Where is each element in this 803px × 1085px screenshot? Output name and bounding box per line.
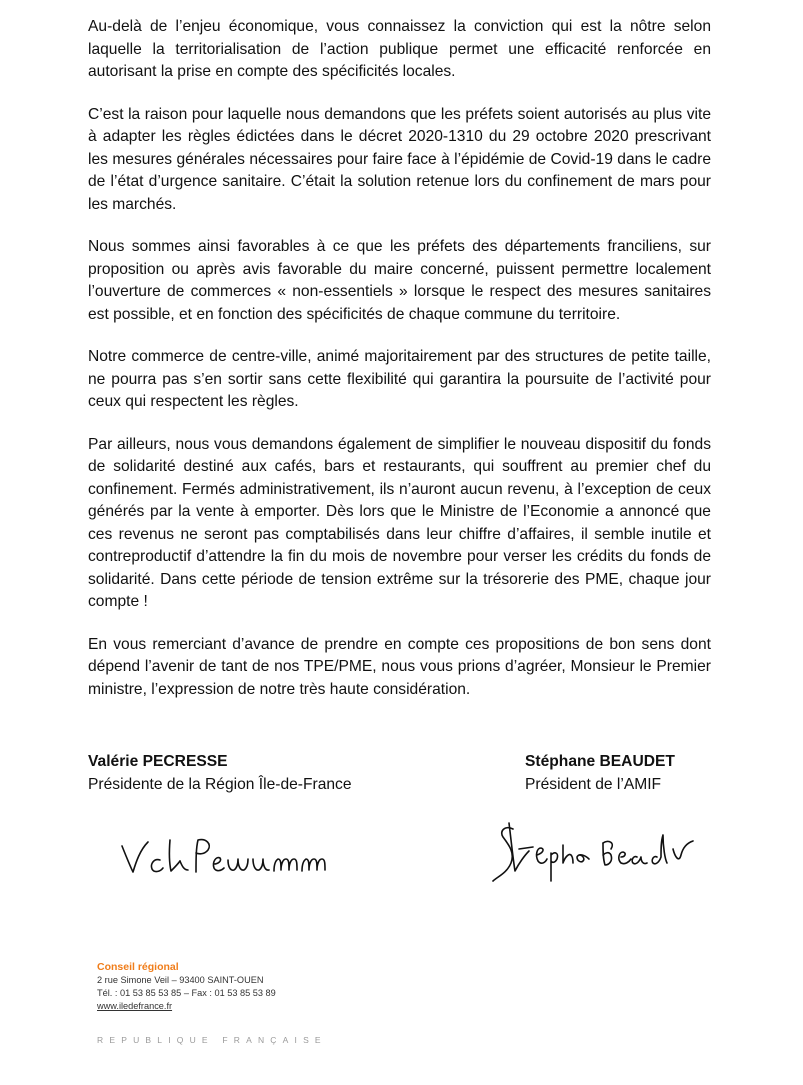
signatory-left-name: Valérie PECRESSE <box>88 753 228 770</box>
paragraph-5: Par ailleurs, nous vous demandons également de simplifier le nouveau dispositif du fonds de solidarité destiné aux cafés, bars et restaurants, qui souffrent au premier chef du confinement. Fermés administrativement, ils n’auront aucun revenu, à l’exception de ceux générés par la vente à emporter. Dès lors que le Ministre de l’Economie a annoncé que ces revenus ne seront pas comptabilisés dans leur chiffre d’affaires, il semble inutile et contreproductif d’attendre la fin du mois de novembre pour verser les crédits du fonds de solidarité. Dans cette période de tension extrême sur la trésorerie des PME, chaque jour compte ! <box>88 435 711 610</box>
footer-website-link[interactable]: www.iledefrance.fr <box>97 1001 173 1011</box>
letter-body <box>88 16 711 721</box>
signatory-left <box>88 750 352 796</box>
footer-address: 2 rue Simone Veil – 93400 SAINT-OUEN <box>97 975 264 985</box>
footer-organization: Conseil régional <box>97 961 179 973</box>
paragraph-3: Nous sommes ainsi favorables à ce que les préfets des départements franciliens, sur proposition ou après avis favorable du maire concerné, puissent permettre localement l’ouverture de commerces « non-essentiels » lorsque le respect des mesures sanitaires est possible, et en fonction des spécificités de chaque commune du territoire. <box>88 238 711 323</box>
signatory-right-name: Stéphane BEAUDET <box>525 753 675 770</box>
signatory-right-title: Président de l’AMIF <box>525 776 662 793</box>
paragraph-6: En vous remerciant d’avance de prendre en compte ces propositions de bon sens dont dépend l’avenir de tant de nos TPE/PME, nous vous prions d’agréer, Monsieur le Premier ministre, l’expression de notre très haute considération. <box>88 635 711 698</box>
footer-address-block <box>97 961 276 1013</box>
handwritten-signature-right <box>485 815 700 885</box>
signatory-right <box>525 750 675 796</box>
footer-phone-fax: Tél. : 01 53 85 53 85 – Fax : 01 53 85 53 89 <box>97 988 276 998</box>
handwritten-signature-left <box>118 828 333 883</box>
signatory-left-title: Présidente de la Région Île-de-France <box>88 776 352 793</box>
republique-francaise-line: REPUBLIQUE FRANÇAISE <box>97 1035 327 1045</box>
paragraph-2: C’est la raison pour laquelle nous demandons que les préfets soient autorisés au plus vite à adapter les règles édictées dans le décret 2020-1310 du 29 octobre 2020 prescrivant les mesures générales nécessaires pour faire face à l’épidémie de Covid-19 dans le cadre de l’état d’urgence sanitaire. C’était la solution retenue lors du confinement de mars pour les marchés. <box>88 105 711 213</box>
paragraph-4: Notre commerce de centre-ville, animé majoritairement par des structures de petite taille, ne pourra pas s’en sortir sans cette flexibilité qui garantira la poursuite de l’activité pour ceux qui respectent les règles. <box>88 348 711 410</box>
paragraph-1: Au-delà de l’enjeu économique, vous connaissez la conviction qui est la nôtre selon laquelle la territorialisation de l’action publique permet une efficacité renforcée en autorisant la prise en compte des spécificités locales. <box>88 18 711 80</box>
